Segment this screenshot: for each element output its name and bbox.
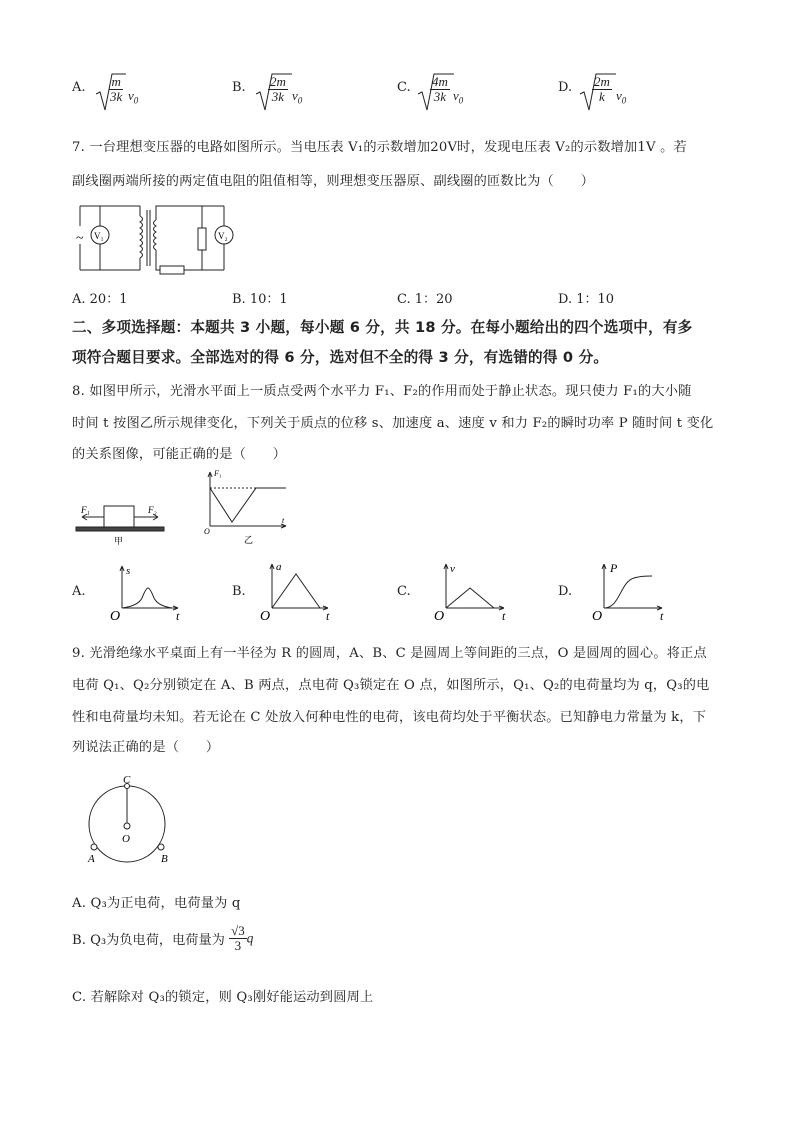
d-y-label: P [610, 561, 618, 575]
b-y-label: a [276, 561, 282, 573]
q8-text-line1: 8. 如图甲所示，光滑水平面上一质点受两个水平力 F₁、F₂的作用而处于静止状态。现只使力 F₁的大小随 [72, 384, 692, 399]
d-origin: O [592, 609, 603, 624]
q8-option-c-graph [428, 560, 510, 622]
point-a-label: A [88, 853, 95, 865]
ac-source-symbol: ~ [76, 231, 84, 246]
yi-x-axis-label: t [282, 516, 285, 525]
option-label: B. [232, 80, 246, 95]
q6-option-c[interactable] [397, 80, 411, 95]
c-y-label: v [450, 563, 455, 575]
figure-yi-caption: 乙 [244, 535, 254, 545]
option-label: D. [558, 80, 573, 95]
q8-option-a-graph [104, 560, 184, 622]
q7-text-line1: 7. 一台理想变压器的电路如图所示。当电压表 V₁的示数增加20V时，发现电压表 V₂的示数增加1V 。若 [72, 140, 687, 155]
transformer-circuit-diagram [76, 200, 236, 275]
q9-text-line1: 9. 光滑绝缘水平桌面上有一半径为 R 的圆周，A、B、C 是圆周上等间距的三点，O 是圆周的圆心。将正点 [72, 646, 707, 661]
q6-a-fraction: $\frac{m}{3k}$ [110, 74, 123, 104]
q6-option-b[interactable] [232, 80, 246, 95]
d-x-label: t [660, 609, 664, 623]
voltmeter-v1-label: V₁ [94, 231, 104, 241]
q9-text-line3: 性和电荷量均未知。若无论在 C 处放入何种电性的电荷，该电荷均处于平衡状态。已知静电力常量为 k，下 [72, 710, 707, 725]
option-label: A. [72, 80, 86, 95]
point-c-label: C [123, 774, 131, 786]
q6-option-d[interactable] [558, 80, 572, 95]
q9-option-a[interactable]: A. Q₃为正电荷，电荷量为 q [72, 896, 241, 911]
q9-circle-diagram [80, 772, 180, 872]
f2-force-label: F₂ [148, 505, 157, 515]
point-o-label: O [122, 833, 130, 845]
q8-option-d-graph [590, 560, 672, 622]
b-x-label: t [326, 609, 330, 623]
q6-d-velocity: $v_0$ [616, 88, 627, 106]
q6-b-velocity: $v_0$ [292, 88, 303, 106]
yi-origin-label: O [204, 527, 210, 536]
q6-c-fraction: $\frac{4m}{3k}$ [432, 74, 448, 104]
q9-text-line2: 电荷 Q₁、Q₂分别锁定在 A、B 两点，点电荷 Q₃锁定在 O 点，如图所示，Q₁、Q₂的电荷量均为 q，Q₃的电 [72, 678, 710, 693]
q6-b-fraction: $\frac{2m}{3k}$ [270, 74, 286, 104]
q7-option-d[interactable]: D. 1：10 [558, 292, 615, 307]
c-x-label: t [502, 609, 506, 623]
q9-text-line4: 列说法正确的是（ ） [72, 740, 220, 755]
option-label: C. [397, 80, 411, 95]
voltmeter-v2-label: V₂ [218, 231, 228, 241]
a-y-label: s [126, 565, 131, 577]
q8-text-line2: 时间 t 按图乙所示规律变化，下列关于质点的位移 s、加速度 a、速度 v 和力 F₂的瞬时功率 P 随时间 t 变化 [72, 416, 714, 431]
q6-c-velocity: $v_0$ [453, 88, 464, 106]
q7-option-b[interactable]: B. 10：1 [232, 292, 288, 307]
q6-a-velocity: $v_0$ [128, 88, 139, 106]
q8-option-b[interactable]: B. [232, 584, 246, 599]
a-x-label: t [176, 609, 180, 623]
section2-heading-line2: 项符合题目要求。全部选对的得 6 分，选对但不全的得 3 分，有选错的得 0 分。 [72, 349, 609, 366]
q7-option-a[interactable]: A. 20：1 [72, 292, 128, 307]
figure-jia-block-on-plane [76, 500, 176, 550]
q9-option-b-text: B. Q₃为负电荷，电荷量为 [72, 933, 225, 948]
q9-option-b[interactable]: B. Q₃为负电荷，电荷量为 $\frac{√3}{3}$ q [72, 923, 254, 953]
q8-option-c[interactable]: C. [397, 584, 411, 599]
q8-option-b-graph [256, 560, 336, 622]
point-b-label: B [161, 853, 168, 865]
b-origin: O [260, 609, 271, 624]
q6-option-a[interactable] [72, 80, 86, 95]
yi-y-axis-label: F₁ [214, 469, 222, 478]
q8-option-d[interactable]: D. [558, 584, 573, 599]
q7-option-c[interactable]: C. 1：20 [397, 292, 453, 307]
figure-yi-f1-time-graph [200, 468, 300, 548]
q9-option-c[interactable]: C. 若解除对 Q₃的锁定，则 Q₃刚好能运动到圆周上 [72, 990, 374, 1005]
q7-text-line2: 副线圈两端所接的两定值电阻的阻值相等，则理想变压器原、副线圈的匝数比为（ ） [72, 174, 595, 189]
q8-option-a[interactable]: A. [72, 584, 86, 599]
a-origin: O [110, 609, 121, 624]
f1-force-label: F₁ [81, 505, 90, 515]
q8-text-line3: 的关系图像，可能正确的是（ ） [72, 447, 287, 462]
c-origin: O [434, 609, 445, 624]
q9-option-b-fraction: $\frac{√3}{3}$ [231, 923, 245, 953]
section2-heading-line1: 二、多项选择题：本题共 3 小题，每小题 6 分，共 18 分。在每小题给出的四个选项中，有多 [72, 319, 693, 336]
figure-jia-caption: 甲 [114, 536, 124, 546]
q6-d-fraction: $\frac{2m}{k}$ [594, 74, 610, 104]
